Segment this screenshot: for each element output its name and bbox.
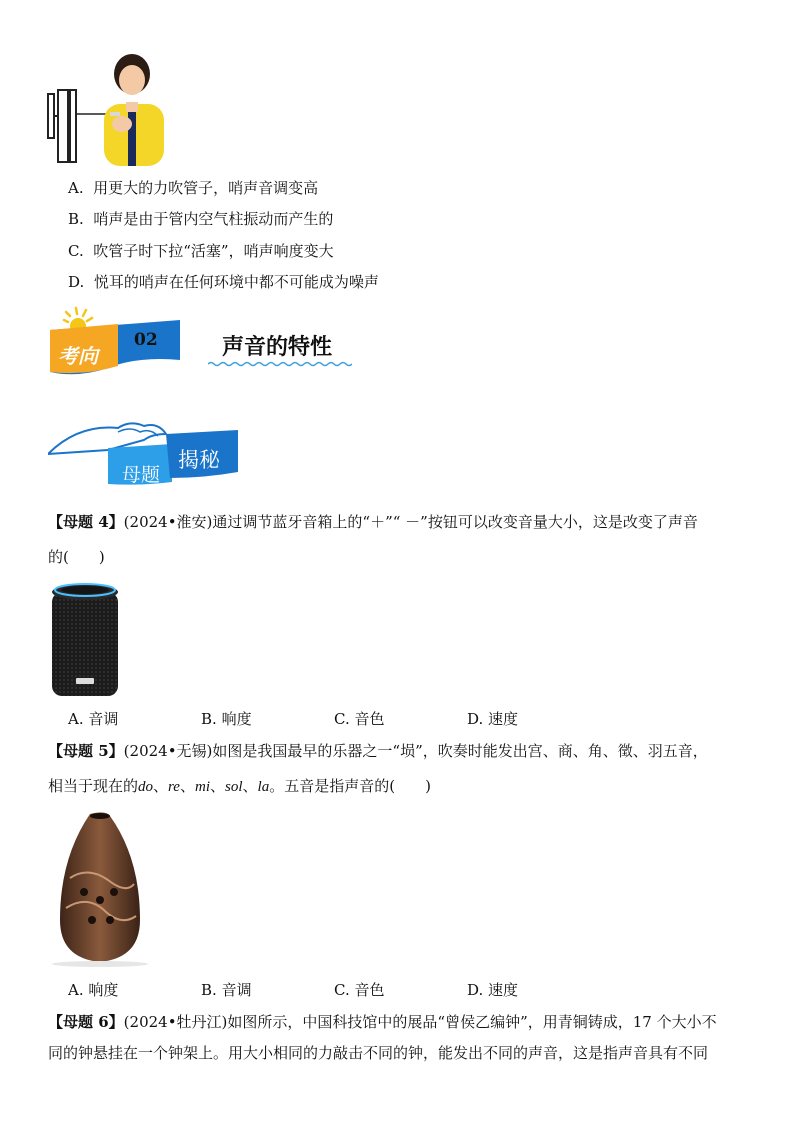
option-text: 吹管子时下拉“活塞”，哨声响度变大 [93, 242, 334, 260]
option-letter: D. [68, 273, 85, 291]
section-title: 声音的特性 [222, 334, 333, 360]
option-a: A. 音调 [68, 710, 119, 728]
q6-line1 [48, 1012, 717, 1032]
q6-line2: 同的钟悬挂在一个钟架上。用大小相同的力敲击不同的钟，能发出不同的声音，这是指声音具有不同 [48, 1044, 709, 1062]
section-badge [48, 306, 182, 378]
option-text: 哨声是由于管内空气柱振动而产生的 [93, 210, 334, 228]
question-text: 通过调节蓝牙音箱上的“＋”“ －”按钮可以改变音量大小，这是改变了声音 [212, 513, 698, 531]
badge-number: 02 [134, 330, 158, 350]
option-c [68, 241, 334, 261]
banner-label-1: 母题 [122, 464, 161, 486]
note-do: do [138, 779, 154, 795]
option-a: A. 响度 [68, 981, 119, 999]
xun-image [48, 808, 150, 968]
option-d: D. 速度 [467, 981, 519, 999]
option-a [68, 178, 318, 198]
question-source: (2024•淮安) [123, 513, 213, 531]
option-c: C. 音色 [334, 981, 385, 999]
question-text: 如图所示，中国科技馆中的展品“曾侯乙编钟”，用青铜铸成，17 个大小不 [227, 1013, 717, 1031]
option-b: B. 音调 [201, 981, 252, 999]
option-d [68, 272, 379, 292]
question-source: (2024•无锡) [123, 742, 213, 760]
whistle-illustration [44, 54, 168, 166]
option-letter: B. [68, 210, 84, 228]
wave-underline [208, 361, 352, 367]
option-c: C. 音色 [334, 710, 385, 728]
option-b [68, 209, 333, 229]
option-text: 用更大的力吹管子，哨声音调变高 [93, 179, 319, 197]
q5-line1 [48, 741, 708, 761]
note-mi: mi [195, 779, 210, 795]
q5-line2: 相当于现在的do、re、mi、sol、la。五音是指声音的( ) [48, 777, 431, 795]
option-text: 悦耳的哨声在任何环境中都不可能成为噪声 [93, 273, 379, 291]
note-la: la [257, 779, 270, 795]
question-tag: 【母题 6】 [48, 1013, 124, 1031]
question-tag: 【母题 5】 [48, 742, 124, 760]
question-text-suffix: 。五音是指声音的( ) [269, 777, 431, 795]
banner-label-2: 揭秘 [178, 448, 220, 472]
q4-options [68, 709, 600, 729]
question-text: 如图是我国最早的乐器之一“埙”，吹奏时能发出宫、商、角、徵、羽五音， [212, 742, 708, 760]
option-letter: C. [68, 242, 84, 260]
speaker-image [50, 578, 120, 698]
note-sol: sol [225, 779, 243, 795]
q5-options [68, 980, 600, 1000]
q4-line1 [48, 512, 698, 532]
option-b: B. 响度 [201, 710, 252, 728]
badge-label: 考向 [58, 344, 98, 368]
note-re: re [168, 779, 180, 795]
question-source: (2024•牡丹江) [123, 1013, 228, 1031]
option-letter: A. [68, 179, 84, 197]
sub-banner [48, 420, 244, 498]
q4-line2: 的( ) [48, 548, 105, 566]
question-text-prefix: 相当于现在的 [48, 777, 139, 795]
question-tag: 【母题 4】 [48, 513, 124, 531]
option-d: D. 速度 [467, 710, 519, 728]
